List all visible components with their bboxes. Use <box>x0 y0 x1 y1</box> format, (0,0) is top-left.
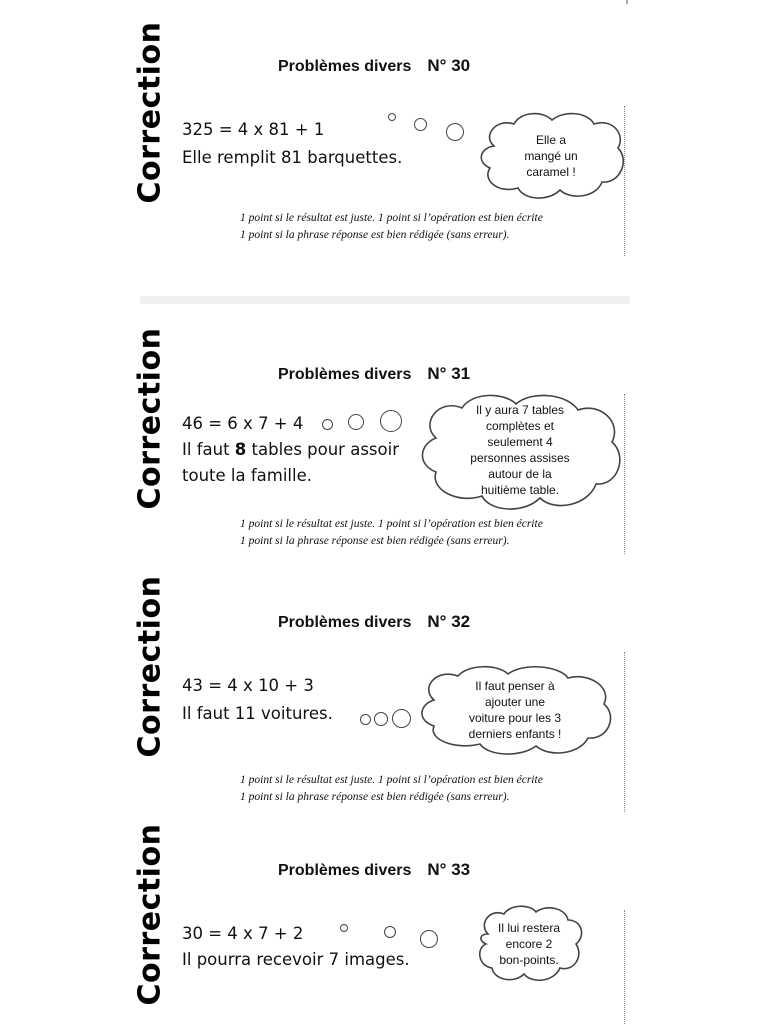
problem-number: N° 30 <box>427 56 471 75</box>
grading-note-2: 1 point si la phrase réponse est bien rédigée (sans erreur). <box>240 229 510 241</box>
side-url-mark <box>624 652 631 812</box>
problem-number: N° 33 <box>427 860 471 879</box>
thought-cloud <box>412 664 618 758</box>
bubble-text: Il lui restera encore 2 bon-points. <box>497 921 561 967</box>
card-30 <box>0 21 768 296</box>
thought-dot <box>380 410 402 432</box>
thought-cloud <box>474 904 584 984</box>
grading-note-1: 1 point si le résultat est juste. 1 point si l’opération est bien écrite <box>240 518 543 530</box>
thought-dot <box>384 926 396 938</box>
bubble-text: Il y aura 7 tables complètes et seulement 4 personnes assises autour de la huitième table. <box>470 403 570 497</box>
answer-post: tables pour assoir <box>246 440 399 459</box>
problem-number: N° 31 <box>427 364 471 383</box>
card-31 <box>0 327 768 564</box>
thought-dot <box>340 924 348 932</box>
operation-line: 43 = 4 x 10 + 3 <box>182 676 314 695</box>
side-url-mark <box>624 910 631 1024</box>
answer-line <box>182 440 399 459</box>
operation-line: 325 = 4 x 81 + 1 <box>182 120 325 139</box>
answer-line: Elle remplit 81 barquettes. <box>182 148 403 167</box>
operation-line: 46 = 6 x 7 + 4 <box>182 414 304 433</box>
title-text: Problèmes divers <box>278 58 412 75</box>
thought-dot <box>446 123 464 141</box>
card-33 <box>0 823 768 1024</box>
card-title <box>278 364 470 384</box>
answer-line: Il faut 11 voitures. <box>182 704 333 723</box>
card-title <box>278 56 470 76</box>
thought-dot <box>414 118 427 131</box>
edge-mark <box>626 0 628 4</box>
answer-line-continued: toute la famille. <box>182 466 312 485</box>
answer-pre: Il faut <box>182 440 235 459</box>
thought-cloud <box>474 110 628 202</box>
grading-note-1: 1 point si le résultat est juste. 1 point si l’opération est bien écrite <box>240 774 543 786</box>
title-text: Problèmes divers <box>278 614 412 631</box>
thought-dot <box>360 714 371 725</box>
grading-note-2: 1 point si la phrase réponse est bien rédigée (sans erreur). <box>240 535 510 547</box>
bubble-text: Il faut penser à ajouter une voiture pour les 3 derniers enfants ! <box>468 679 562 741</box>
side-url-mark <box>624 394 631 554</box>
thought-dot <box>348 414 364 430</box>
correction-label: Correction <box>132 327 168 510</box>
title-text: Problèmes divers <box>278 366 412 383</box>
grading-note-2: 1 point si la phrase réponse est bien rédigée (sans erreur). <box>240 791 510 803</box>
separator <box>140 296 630 304</box>
side-url-mark <box>624 106 631 256</box>
correction-label: Correction <box>132 21 168 204</box>
thought-dot <box>374 712 388 726</box>
title-text: Problèmes divers <box>278 862 412 879</box>
bubble-text: Elle a mangé un caramel ! <box>524 133 578 179</box>
answer-line: Il pourra recevoir 7 images. <box>182 950 410 969</box>
card-32 <box>0 575 768 812</box>
correction-label: Correction <box>132 575 168 758</box>
problem-number: N° 32 <box>427 612 471 631</box>
thought-dot <box>420 930 438 948</box>
card-title <box>278 860 470 880</box>
thought-cloud <box>412 392 628 514</box>
answer-bold: 8 <box>234 440 247 459</box>
correction-label: Correction <box>132 823 168 1006</box>
card-title <box>278 612 470 632</box>
thought-dot <box>388 113 396 121</box>
grading-note-1: 1 point si le résultat est juste. 1 point si l’opération est bien écrite <box>240 212 543 224</box>
thought-dot <box>392 709 411 728</box>
operation-line: 30 = 4 x 7 + 2 <box>182 924 304 943</box>
thought-dot <box>322 419 333 430</box>
